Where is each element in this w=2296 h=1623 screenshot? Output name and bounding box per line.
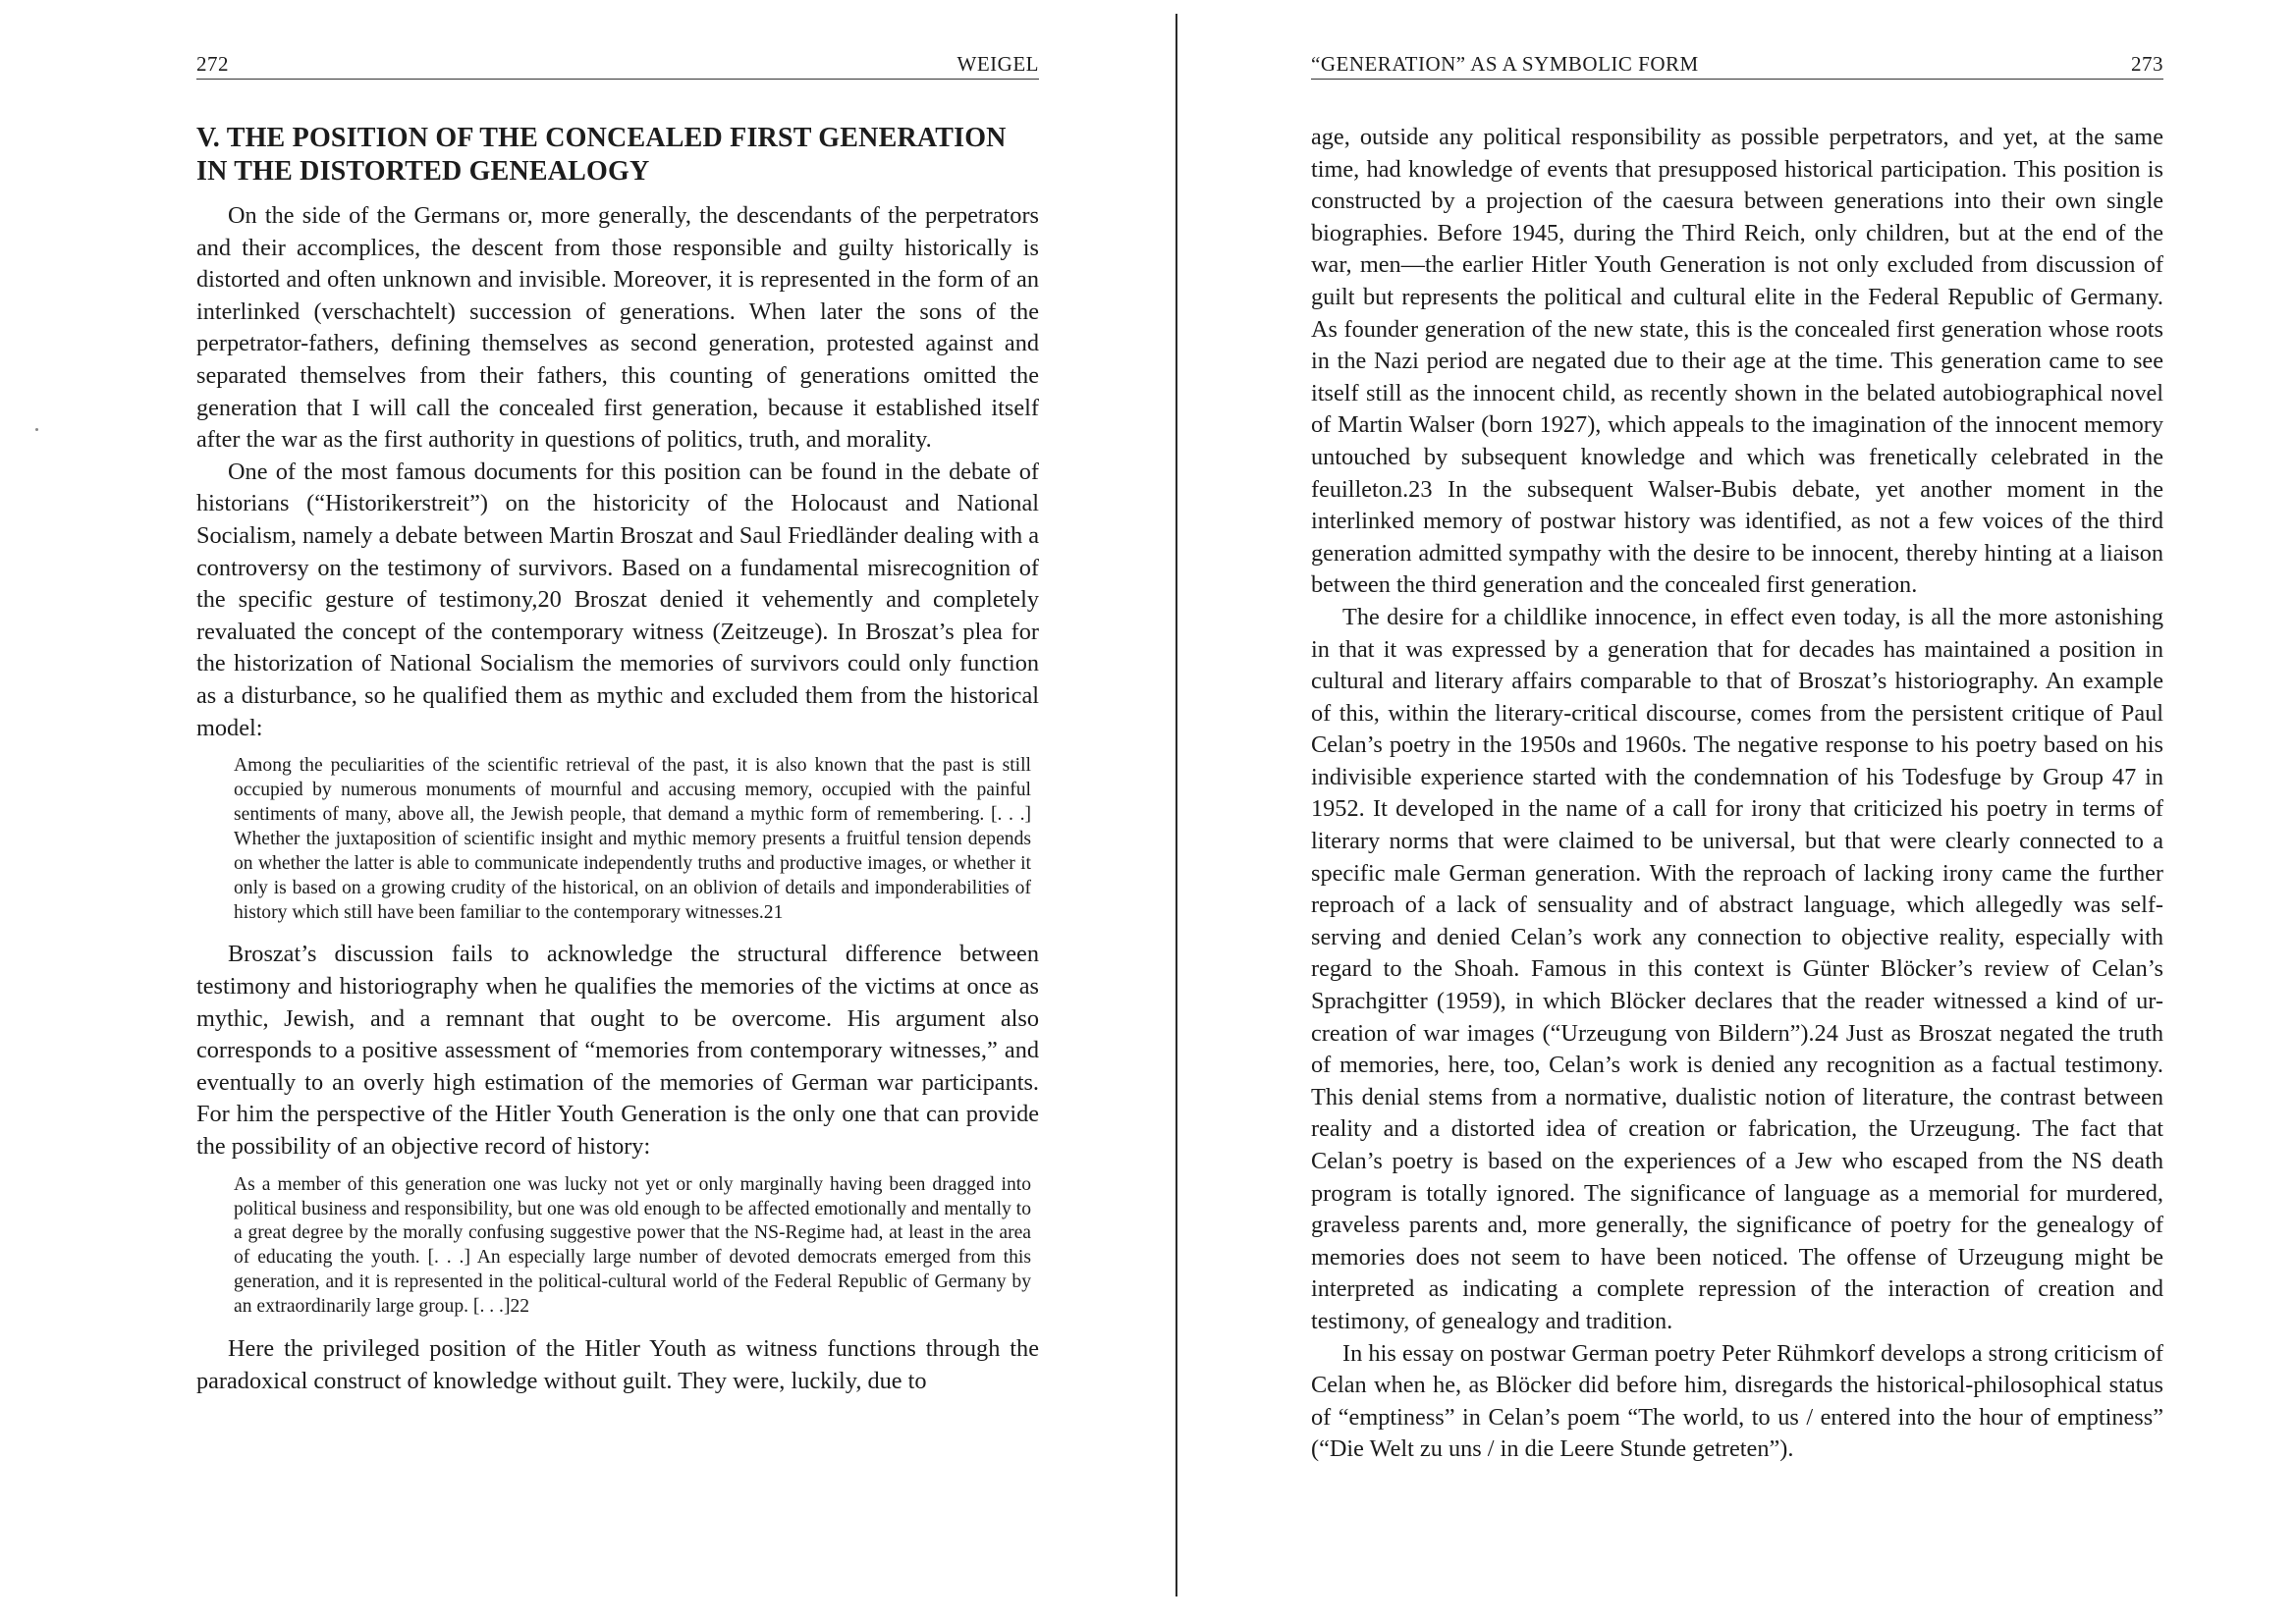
section-heading xyxy=(196,122,1039,189)
block-quote-broszat-1: Among the peculiarities of the scientific retrieval of the past, it is also known that the past is still occupied by numerous monuments of mournful and accusing memory, occupied with the painful sentiments of many, above all, the Jewish people, that demand a mythic form of remembering. [. . .] Whether the juxtaposition of scientific insight and mythic memory presents a fruitful tension depends on whether the latter is able to communicate independently truths and productive images, or whether it only is based on a growing crudity of the historical, on an oblivion of details and imponderabilities of history which still have been familiar to the contemporary witnesses.21 xyxy=(234,755,1031,923)
right-page-body xyxy=(1311,122,2163,1466)
right-page xyxy=(1169,0,2296,1623)
paragraph-continued: age, outside any political responsibility as possible perpetrators, and yet, at the same time, had knowledge of events that presupposed historical participation. This position is constructed by a projection of the caesura between generations into their own single biographies. Before 1945, during the Third Reich, only children, but at the end of the war, men—the earlier Hitler Youth Generation is not only excluded from discussion of guilt but represents the political and cultural elite in the Federal Republic of Germany. As founder generation of the new state, this is the concealed first generation whose roots in the Nazi period are negated due to their age at the time. This generation came to see itself still as the innocent child, as recently shown in the belated autobiographical novel of Martin Walser (born 1927), which appeals to the imagination of the innocent memory untouched by subsequent knowledge and which was frenetically celebrated in the feuilleton.23 In the subsequent Walser-Bubis debate, yet another moment in the interlinked memory of postwar history was identified, as not a few voices of the third generation admitted sympathy with the desire to be innocent, thereby hinting at a liaison between the third generation and the concealed first generation. xyxy=(1311,124,2163,599)
left-page xyxy=(0,0,1139,1623)
section-heading-line-2: IN THE DISTORTED GENEALOGY xyxy=(196,156,650,187)
block-quote-broszat-2: As a member of this generation one was lucky not yet or only marginally having been dragged into political business and responsibility, but one was old enough to be affected emotionally and mentally to a great degree by the morally confusing suggestive power that the NS-Regime had, at least in the area of educating the youth. [. . .] An especially large number of devoted democrats emerged from this generation, and it is represented in the political-cultural world of the Federal Republic of Germany by an extraordinarily large group. [. . .]22 xyxy=(234,1173,1031,1318)
left-page-body xyxy=(196,122,1039,1397)
paragraph-ruhmkorf: In his essay on postwar German poetry Peter Rühmkorf develops a strong criticism of Celan when he, as Blöcker did before him, disregards the historical-philosophical status of “emptiness” in Celan’s poem “The world, to us / entered into the hour of emptiness” (“Die Welt zu uns / in die Leere Stunde getreten”). xyxy=(1311,1339,2163,1463)
paragraph-historikerstreit: One of the most famous documents for this position can be found in the debate of historians (“Historikerstreit”) on the historicity of the Holocaust and National Socialism, namely a debate between Martin Broszat and Saul Friedländer dealing with a controversy on the testimony of survivors. Based on a fundamental misrecognition of the specific gesture of testimony,20 Broszat denied it vehemently and completely revaluated the concept of the contemporary witness (Zeitzeuge). In Broszat’s plea for the historization of National Socialism the memories of survivors could only function as a disturbance, so he qualified them as mythic and excluded them from the historical model: xyxy=(196,458,1039,741)
paragraph-broszat-discussion: Broszat’s discussion fails to acknowledge the structural difference between testimony and historiography when he qualifies the memories of the victims at once as mythic, Jewish, and a remnant that ought to be overcome. His argument also corresponds to a positive assessment of “memories from contemporary witnesses,” and eventually to an overly high estimation of the memories of German war participants. For him the perspective of the Hitler Youth Generation is the only one that can provide the possibility of an objective record of history: xyxy=(196,941,1039,1160)
left-running-head-author: WEIGEL xyxy=(957,52,1039,76)
right-running-head xyxy=(1311,47,2163,80)
paragraph-hitler-youth-position: Here the privileged position of the Hitler Youth as witness functions through the paradoxical construct of knowledge without guilt. They were, luckily, due to xyxy=(196,1335,1039,1394)
right-running-head-title: “GENERATION” AS A SYMBOLIC FORM xyxy=(1311,52,1699,76)
left-page-number: 272 xyxy=(196,52,229,76)
paragraph-childlike-innocence: The desire for a childlike innocence, in effect even today, is all the more astonishing in that it was expressed by a generation that for decades has maintained a position in cultural and literary affairs comparable to that of Broszat’s historiography. An example of this, within the literary-critical discourse, comes from the persistent critique of Paul Celan’s poetry in the 1950s and 1960s. The negative response to his poetry based on his indivisible experience started with the condemnation of his Todesfuge by Group 47 in 1952. It developed in the name of a call for irony that criticized his poetry in terms of literary norms that were claimed to be universal, but that were clearly connected to a specific male German generation. With the reproach of lacking irony came the further reproach of a lack of sensuality and of abstract language, which allegedly was self-serving and denied Celan’s work any connection to objective reality, especially with regard to the Shoah. Famous in this context is Günter Blöcker’s review of Celan’s Sprachgitter (1959), in which Blöcker declares that the reader witnessed a kind of ur-creation of war images (“Urzeugung von Bildern”).24 Just as Broszat negated the truth of memories, here, too, Celan’s work is denied any recognition as a factual testimony. This denial stems from a normative, dualistic notion of literature, the contrast between reality and a distorted idea of creation or fabrication, the Urzeugung. The fact that Celan’s poetry is based on the experiences of a Jew who escaped from the NS death program is totally ignored. The significance of language as a memorial for murdered, graveless parents and, more generally, the significance of poetry for the genealogy of memories does not seem to have been noticed. The offense of Urzeugung might be interpreted as indicating a complete repression of the interaction of creation and testimony, of genealogy and tradition. xyxy=(1311,603,2163,1334)
paragraph-concealed-generation: On the side of the Germans or, more generally, the descendants of the perpetrators and their accomplices, the descent from those responsible and guilty historically is distorted and often unknown and invisible. Moreover, it is represented in the form of an interlinked (verschachtelt) succession of generations. When later the sons of the perpetrator-fathers, defining themselves as second generation, protested against and separated themselves from their fathers, this counting of generations omitted the generation that I will call the concealed first generation, because it established itself after the war as the first authority in questions of politics, truth, and morality. xyxy=(196,202,1039,454)
left-running-head xyxy=(196,47,1039,80)
section-heading-line-1: V. THE POSITION OF THE CONCEALED FIRST GENERATION xyxy=(196,123,1007,153)
right-page-number: 273 xyxy=(2131,52,2163,76)
